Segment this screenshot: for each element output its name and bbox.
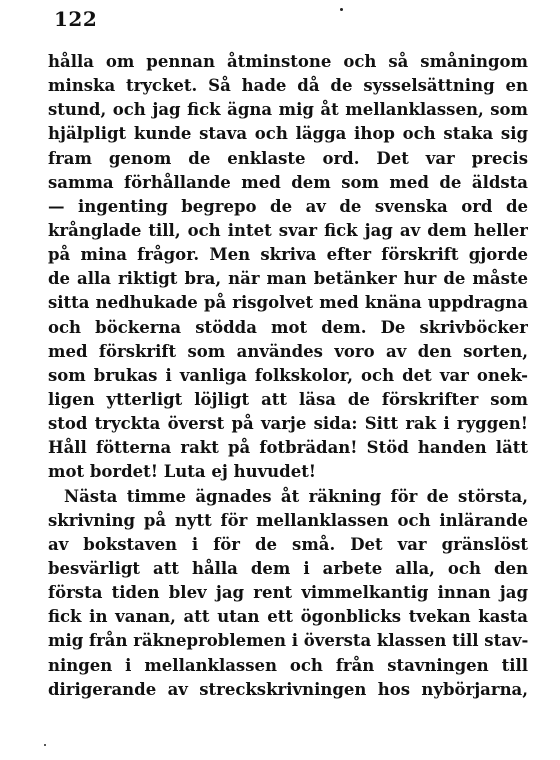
text-line: hjälpligt kunde stava och lägga ihop och staka sig bbox=[48, 124, 528, 144]
text-line: skrivning på nytt för mellanklassen och inlärande bbox=[48, 510, 528, 530]
page-number: 122 bbox=[54, 7, 98, 31]
body-text bbox=[48, 50, 528, 702]
text-line: besvärligt att hålla dem i arbete alla, och den bbox=[48, 558, 528, 578]
text-line: samma förhållande med dem som med de äldsta bbox=[48, 172, 528, 192]
print-speck bbox=[340, 8, 343, 11]
text-line: på mina frågor. Men skriva efter förskrift gjorde bbox=[48, 245, 528, 265]
text-line: av bokstaven i för de små. Det var gränslöst bbox=[48, 534, 528, 554]
text-line: som brukas i vanliga folkskolor, och det var onek- bbox=[48, 365, 528, 385]
text-line: mig från räkneproblemen i översta klassen till stav- bbox=[48, 631, 528, 651]
text-line: minska trycket. Så hade då de sysselsättning en bbox=[48, 76, 528, 96]
text-line: och böckerna stödda mot dem. De skrivböcker bbox=[48, 317, 528, 337]
paragraph-end-line: mot bordet! Luta ej huvudet! bbox=[48, 462, 317, 482]
text-line: krånglade till, och intet svar fick jag av dem heller bbox=[48, 220, 528, 240]
text-line: stod tryckta överst på varje sida: Sitt rak i ryggen! bbox=[48, 414, 528, 434]
text-line: de alla riktigt bra, när man betänker hur de måste bbox=[48, 269, 528, 289]
text-line: ligen ytterligt löjligt att läsa de förskrifter som bbox=[48, 389, 528, 409]
text-line: fick in vanan, att utan ett ögonblicks tvekan kasta bbox=[48, 607, 528, 627]
paragraph-start-line: Nästa timme ägnades åt räkning för de största, bbox=[64, 486, 528, 506]
text-line: dirigerande av streckskrivningen hos nybörjarna, bbox=[48, 679, 528, 699]
text-line: stund, och jag fick ägna mig åt mellanklassen, som bbox=[48, 100, 528, 120]
text-line: första tiden blev jag rent vimmelkantig innan jag bbox=[48, 583, 528, 603]
text-line: hålla om pennan åtminstone och så småningom bbox=[48, 52, 528, 71]
text-line: fram genom de enklaste ord. Det var precis bbox=[48, 148, 528, 168]
text-line: sitta nedhukade på risgolvet med knäna uppdragna bbox=[48, 293, 528, 313]
text-line: med förskrift som användes voro av den sorten, bbox=[48, 341, 528, 361]
print-speck bbox=[44, 744, 46, 746]
text-line: Håll fötterna rakt på fotbrädan! Stöd handen lätt bbox=[48, 438, 528, 458]
text-line: ningen i mellanklassen och från stavningen till bbox=[48, 655, 528, 675]
text-line: — ingenting begrepo de av de svenska ord de bbox=[48, 196, 528, 216]
